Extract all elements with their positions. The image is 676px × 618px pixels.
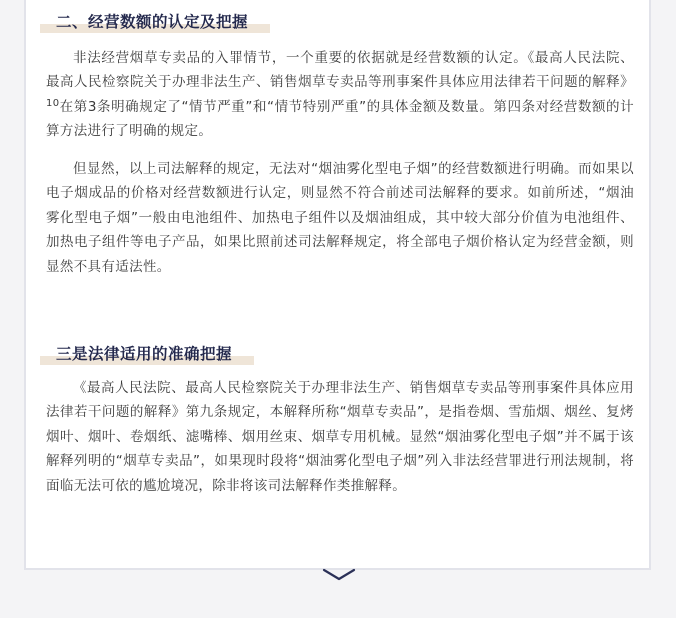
paragraph-text: 在第3条明确规定了“情节严重”和“情节特别严重”的具体金额及数量。第四条对经营数额的计算方法进行了明确的规定。 [46,98,634,140]
paragraph-law-application: 《最高人民法院、最高人民检察院关于办理非法生产、销售烟草专卖品等刑事案件具体应用法律若干问题的解释》第九条规定，本解释所称“烟草专卖品”，是指卷烟、雪茄烟、烟丝、复烤烟叶、烟叶、卷烟纸、滤嘴棒、烟用丝束、烟草专用机械。显然“烟油雾化型电子烟”并不属于该解释列明的“烟草专卖品”，如果现时段将“烟油雾化型电子烟”列入非法经营罪进行刑法规制，将面临无法可依的尴尬境况，除非将该司法解释作类推解释。 [46,380,634,494]
paragraph-business-amount-analysis: 但显然，以上司法解释的规定，无法对“烟油雾化型电子烟”的经营数额进行明确。而如果以电子烟成品的价格对经营数额进行认定，则显然不符合前述司法解释的要求。如前所述，“烟油雾化型电子烟”一般由电池组件、加热电子组件以及烟油组成，其中较大部分价值为电池组件、加热电子组件等电子产品，如果比照前述司法解释规定，将全部电子烟价格认定为经营金额，则显然不具有适法性。 [46,161,634,275]
paragraph-text: 非法经营烟草专卖品的入罪情节，一个重要的依据就是经营数额的认定。《最高人民法院、最高人民检察院关于办理非法生产、销售烟草专卖品等刑事案件具体应用法律若干问题的解释》 [46,50,634,91]
section-heading-business-amount: 二、经营数额的认定及把握 [40,11,270,33]
section-heading-law-application: 三是法律适用的准确把握 [40,343,254,365]
article-card [24,0,651,570]
footnote-reference[interactable]: 10 [46,97,60,109]
chevron-down-icon[interactable] [322,568,356,582]
paragraph-business-amount-intro [46,46,634,144]
